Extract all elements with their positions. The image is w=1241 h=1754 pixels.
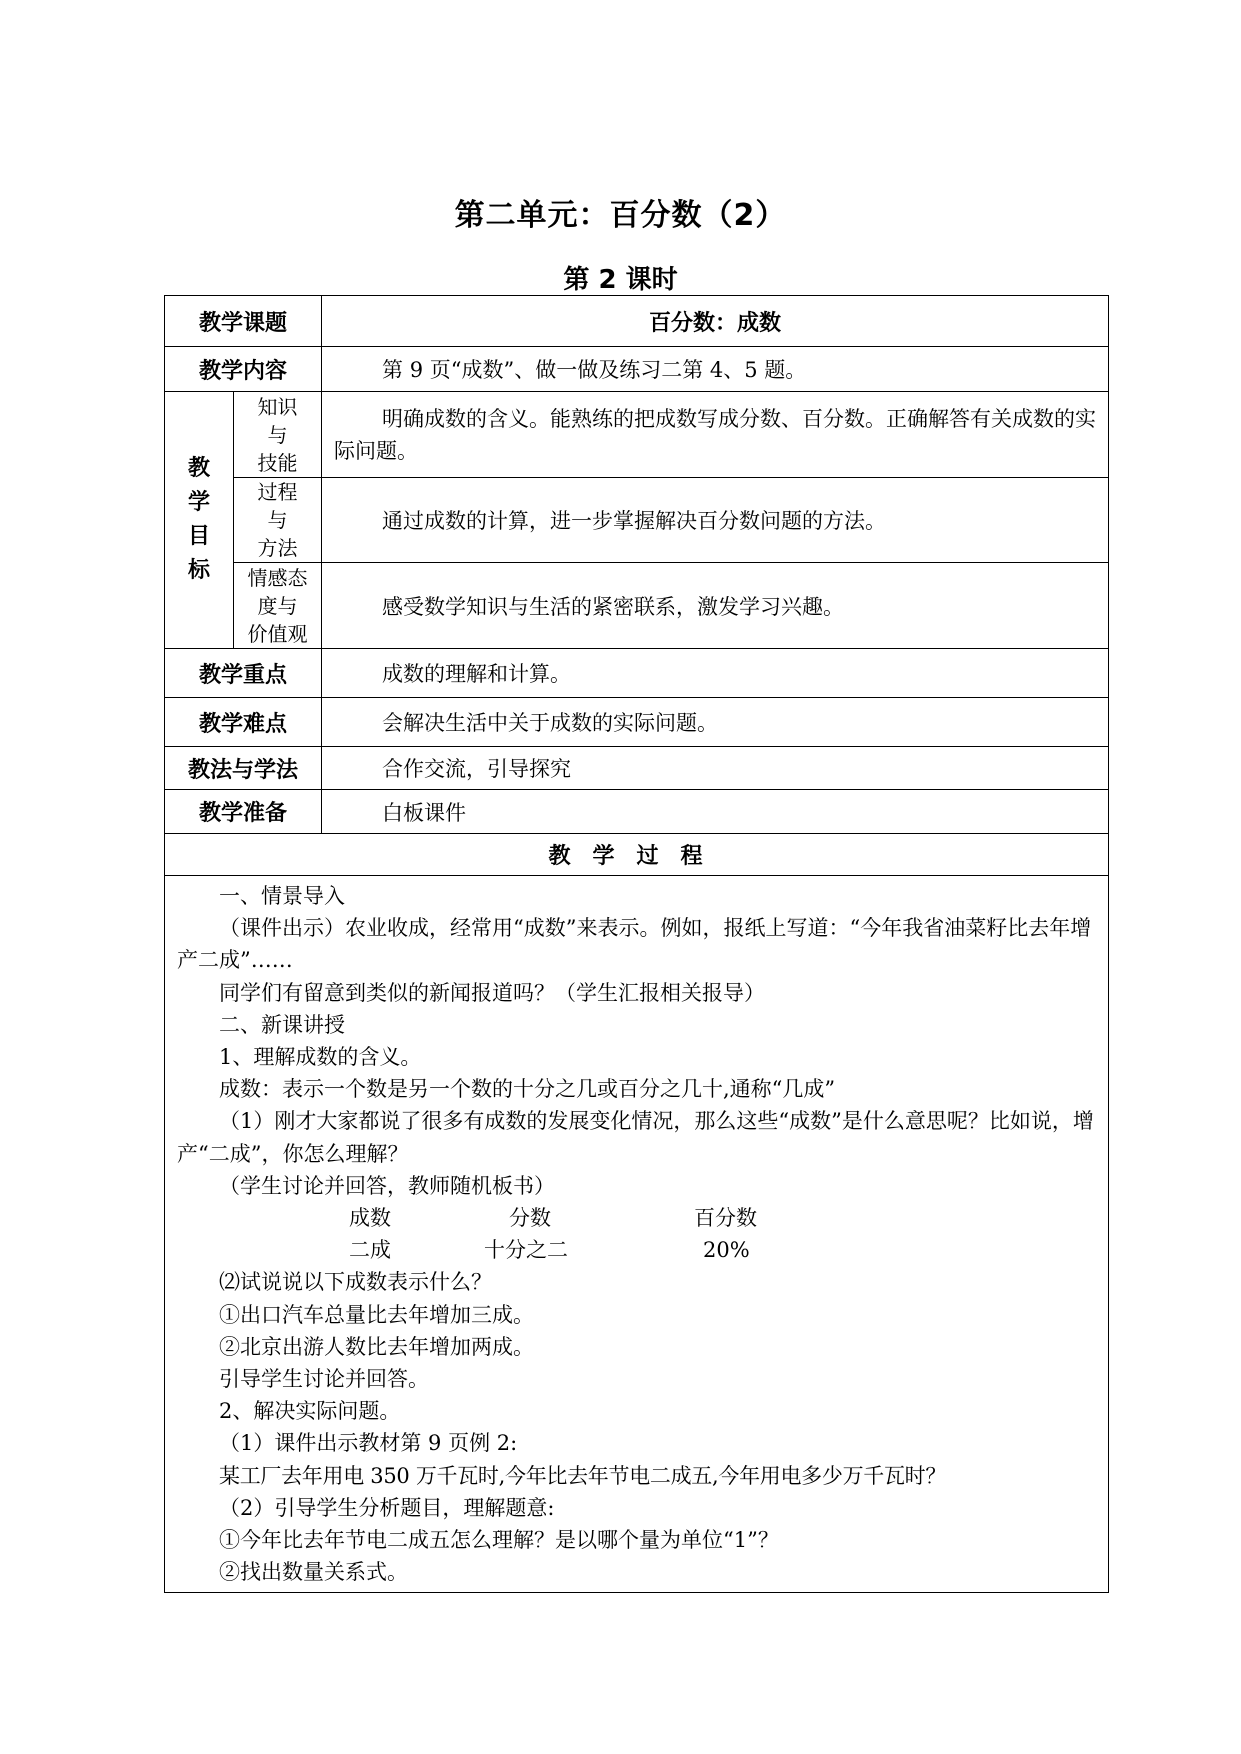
row-prep <box>165 790 1109 834</box>
row-method <box>165 747 1109 790</box>
process-line: 2、解决实际问题。 <box>219 1399 401 1424</box>
row-process-body <box>165 876 1109 1593</box>
process-line: 引导学生讨论并回答。 <box>219 1367 429 1392</box>
row-goal-knowledge <box>165 392 1109 478</box>
method-value: 合作交流，引导探究 <box>322 747 1109 790</box>
header-baifenshu: 百分数 <box>694 1206 757 1231</box>
conversion-table-row <box>177 1234 1100 1266</box>
cell-baifenshu: 20% <box>703 1238 750 1263</box>
row-content <box>165 347 1109 392</box>
process-line: 某工厂去年用电 350 万千瓦时,今年比去年节电二成五,今年用电多少万千瓦时？ <box>219 1463 947 1488</box>
process-line: ②北京出游人数比去年增加两成。 <box>219 1334 534 1359</box>
header-chengshu: 成数 <box>349 1206 391 1231</box>
row-difficulty <box>165 698 1109 747</box>
key-point-value: 成数的理解和计算。 <box>322 649 1109 698</box>
key-point-label: 教学重点 <box>165 649 322 698</box>
process-line: （1）刚才大家都说了很多有成数的发展变化情况，那么这些“成数”是什么意思呢？比如说，增产“二成”，你怎么理解？ <box>177 1109 1094 1166</box>
prep-label: 教学准备 <box>165 790 322 834</box>
method-label: 教法与学法 <box>165 747 322 790</box>
process-line: ①出口汽车总量比去年增加三成。 <box>219 1302 534 1327</box>
goal-process-label: 过程 与 方法 <box>234 478 322 563</box>
process-line: 1、理解成数的含义。 <box>219 1045 422 1070</box>
difficulty-label: 教学难点 <box>165 698 322 747</box>
topic-label: 教学课题 <box>165 296 322 347</box>
process-line: 成数：表示一个数是另一个数的十分之几或百分之几十,通称“几成” <box>219 1077 836 1102</box>
process-line: ①今年比去年节电二成五怎么理解？是以哪个量为单位“1”？ <box>219 1528 779 1553</box>
topic-value: 百分数：成数 <box>322 296 1109 347</box>
process-line: （2）引导学生分析题目，理解题意: <box>219 1495 555 1520</box>
cell-chengshu: 二成 <box>349 1238 391 1263</box>
goal-emotion-label: 情感态 度与 价值观 <box>234 563 322 649</box>
process-line: （课件出示）农业收成，经常用“成数”来表示。例如，报纸上写道：“今年我省油菜籽比去年增产二成”…… <box>177 916 1092 973</box>
goals-label: 教 学 目 标 <box>165 392 234 649</box>
goal-knowledge-value: 明确成数的含义。能熟练的把成数写成分数、百分数。正确解答有关成数的实际问题。 <box>322 392 1109 478</box>
process-line: ②找出数量关系式。 <box>219 1560 408 1585</box>
process-line: ⑵试说说以下成数表示什么？ <box>219 1270 492 1295</box>
content-label: 教学内容 <box>165 347 322 392</box>
goal-emotion-value: 感受数学知识与生活的紧密联系，激发学习兴趣。 <box>322 563 1109 649</box>
page-title: 第二单元：百分数（2） <box>454 198 787 233</box>
content-value: 第 9 页“成数”、做一做及练习二第 4、5 题。 <box>322 347 1109 392</box>
process-line: 二、新课讲授 <box>219 1012 345 1037</box>
row-key-point <box>165 649 1109 698</box>
row-process-heading <box>165 834 1109 876</box>
goal-knowledge-label: 知识 与 技能 <box>234 392 322 478</box>
goal-process-value: 通过成数的计算，进一步掌握解决百分数问题的方法。 <box>322 478 1109 563</box>
process-heading: 教学过程 <box>165 834 1109 876</box>
process-body <box>165 876 1109 1593</box>
process-line: （学生讨论并回答，教师随机板书） <box>219 1173 555 1198</box>
row-goal-emotion <box>165 563 1109 649</box>
lesson-number: 第 2 课时 <box>563 265 678 295</box>
cell-fenshu: 十分之二 <box>484 1238 568 1263</box>
process-line: 同学们有留意到类似的新闻报道吗？（学生汇报相关报导） <box>219 980 765 1005</box>
row-topic <box>165 296 1109 347</box>
row-goal-process <box>165 478 1109 563</box>
header-fenshu: 分数 <box>509 1206 551 1231</box>
process-line: 一、情景导入 <box>219 884 345 908</box>
prep-value: 白板课件 <box>322 790 1109 834</box>
conversion-table-header <box>177 1202 1100 1234</box>
lesson-plan-table <box>164 295 1109 1593</box>
difficulty-value: 会解决生活中关于成数的实际问题。 <box>322 698 1109 747</box>
process-line: （1）课件出示教材第 9 页例 2: <box>219 1431 518 1456</box>
